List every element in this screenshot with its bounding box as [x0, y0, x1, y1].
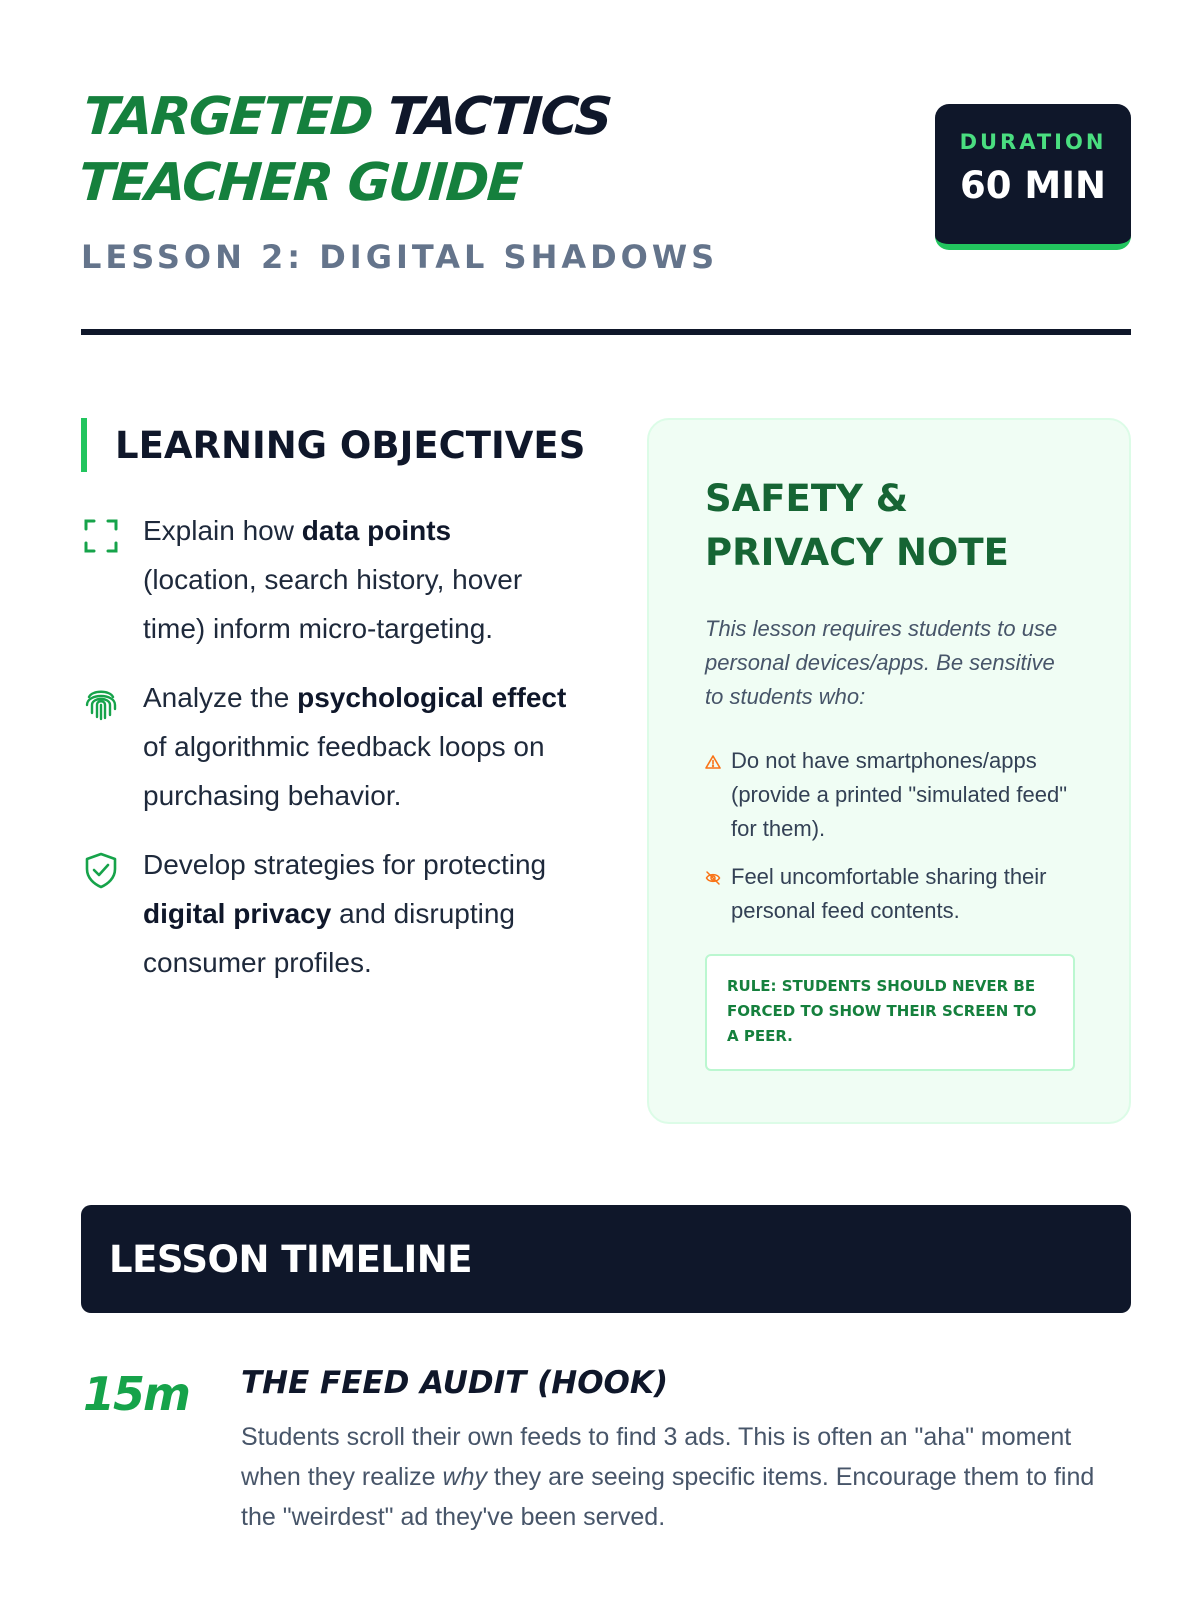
objectives-list [81, 506, 571, 987]
objective-item [81, 506, 571, 653]
objective-text: Explain how data points (location, search history, hover time) inform micro-targeting. [143, 515, 523, 644]
step-title: THE FEED AUDIT (HOOK) [241, 1365, 669, 1401]
step-description: Students scroll their own feeds to find 3 ads. This is often an "aha" moment when they realize why they are seeing specific items. Encourage them to find the "weirdest" ad they've been served. [241, 1423, 1095, 1531]
safety-title: SAFETY & PRIVACY NOTE [705, 477, 1009, 574]
header-divider [81, 329, 1131, 335]
safety-list [705, 744, 1075, 928]
step-body [241, 1365, 1131, 1537]
duration-badge [935, 104, 1131, 250]
fingerprint-icon [81, 683, 121, 723]
objective-highlight: digital privacy [143, 898, 332, 929]
learning-objectives-section [81, 418, 586, 1007]
objective-item [81, 840, 571, 987]
lesson-subtitle: LESSON 2: DIGITAL SHADOWS [81, 238, 719, 276]
page-header [76, 84, 1131, 334]
timeline-heading: LESSON TIMELINE [109, 1237, 472, 1281]
eye-slash-icon [705, 870, 721, 886]
objectives-heading: LEARNING OBJECTIVES [81, 418, 571, 472]
safety-item-text: Do not have smartphones/apps (provide a printed "simulated feed" for them). [731, 748, 1068, 841]
timeline-header-bar [81, 1205, 1131, 1313]
duration-value: 60 MIN [960, 164, 1106, 207]
focus-frame-icon [81, 516, 121, 556]
safety-intro: This lesson requires students to use personal devices/apps. Be sensitive to students who: [705, 616, 1058, 709]
warning-icon [705, 754, 721, 770]
safety-item [705, 860, 1075, 928]
safety-privacy-card [647, 418, 1131, 1124]
objective-text: Develop strategies for protecting digital privacy and disrupting consumer profiles. [143, 849, 547, 978]
step-duration: 15m [83, 1367, 189, 1421]
safety-item-text: Feel uncomfortable sharing their personal feed contents. [731, 864, 1047, 923]
title-word-targeted: TARGETED [81, 87, 374, 147]
safety-item [705, 744, 1075, 846]
step-emphasis: why [442, 1463, 487, 1491]
objective-highlight: data points [301, 515, 452, 546]
duration-label: DURATION [959, 130, 1107, 154]
shield-check-icon [81, 850, 121, 890]
title-word-tactics: TACTICS [385, 87, 613, 147]
objective-highlight: psychological effect [297, 682, 567, 713]
title-line-teacher-guide: TEACHER GUIDE [76, 153, 523, 213]
objective-text: Analyze the psychological effect of algorithmic feedback loops on purchasing behavior. [143, 682, 567, 811]
safety-rule-box: RULE: STUDENTS SHOULD NEVER BE FORCED TO SHOW THEIR SCREEN TO A PEER. [705, 954, 1075, 1071]
objective-item [81, 673, 571, 820]
